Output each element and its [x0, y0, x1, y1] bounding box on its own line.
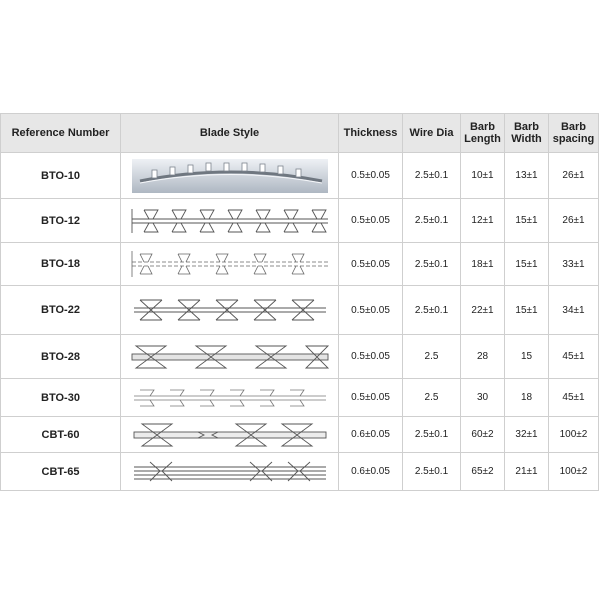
blade-bto-22-icon	[132, 295, 328, 325]
barb-width-cell: 15±1	[505, 199, 549, 243]
header-thickness: Thickness	[339, 114, 403, 153]
barb-length-cell: 18±1	[461, 243, 505, 286]
barb-width-cell: 13±1	[505, 153, 549, 199]
barb-spacing-cell: 100±2	[549, 453, 599, 491]
blade-style-cell	[121, 417, 339, 453]
thickness-cell: 0.6±0.05	[339, 453, 403, 491]
header-barb-width-line1: Barb	[513, 121, 540, 133]
barb-length-cell: 28	[461, 335, 505, 379]
header-blade-style: Blade Style	[121, 114, 339, 153]
barb-length-cell: 30	[461, 379, 505, 417]
table-row	[1, 379, 599, 417]
reference-cell: BTO-30	[1, 379, 121, 417]
table-row	[1, 153, 599, 199]
blade-bto-10-icon	[132, 159, 328, 193]
thickness-cell: 0.5±0.05	[339, 286, 403, 335]
table-row	[1, 243, 599, 286]
blade-bto-28-icon	[130, 341, 330, 373]
wire-dia-cell: 2.5±0.1	[403, 199, 461, 243]
table-row	[1, 453, 599, 491]
blade-style-cell	[121, 199, 339, 243]
reference-cell: CBT-60	[1, 417, 121, 453]
header-row	[1, 114, 599, 153]
barb-length-cell: 60±2	[461, 417, 505, 453]
barb-spacing-cell: 45±1	[549, 379, 599, 417]
thickness-cell: 0.5±0.05	[339, 153, 403, 199]
blade-bto-12-icon	[130, 204, 330, 238]
thickness-cell: 0.5±0.05	[339, 379, 403, 417]
thickness-cell: 0.5±0.05	[339, 335, 403, 379]
spec-table	[0, 113, 599, 491]
header-reference-number: Reference Number	[1, 114, 121, 153]
blade-style-cell	[121, 379, 339, 417]
thickness-cell: 0.6±0.05	[339, 417, 403, 453]
header-barb-spacing	[549, 114, 599, 153]
blade-cbt-60-icon	[132, 421, 328, 449]
wire-dia-cell: 2.5±0.1	[403, 417, 461, 453]
table-row	[1, 335, 599, 379]
barb-width-cell: 18	[505, 379, 549, 417]
wire-dia-cell: 2.5	[403, 379, 461, 417]
barb-spacing-cell: 100±2	[549, 417, 599, 453]
header-barb-width	[505, 114, 549, 153]
blade-style-cell	[121, 286, 339, 335]
barb-spacing-cell: 34±1	[549, 286, 599, 335]
blade-bto-18-icon	[130, 247, 330, 281]
thickness-cell: 0.5±0.05	[339, 243, 403, 286]
header-barb-width-line2: Width	[511, 133, 542, 145]
reference-cell: BTO-12	[1, 199, 121, 243]
blade-style-cell	[121, 153, 339, 199]
barb-spacing-cell: 26±1	[549, 153, 599, 199]
barb-width-cell: 15±1	[505, 286, 549, 335]
blade-cbt-65-icon	[132, 458, 328, 486]
reference-cell: CBT-65	[1, 453, 121, 491]
barb-length-cell: 22±1	[461, 286, 505, 335]
wire-dia-cell: 2.5±0.1	[403, 286, 461, 335]
wire-dia-cell: 2.5±0.1	[403, 153, 461, 199]
header-barb-spacing-line2: spacing	[552, 133, 595, 145]
barb-length-cell: 12±1	[461, 199, 505, 243]
thickness-cell: 0.5±0.05	[339, 199, 403, 243]
header-wire-dia: Wire Dia	[403, 114, 461, 153]
wire-dia-cell: 2.5±0.1	[403, 243, 461, 286]
reference-cell: BTO-18	[1, 243, 121, 286]
blade-style-cell	[121, 335, 339, 379]
header-barb-length	[461, 114, 505, 153]
barb-length-cell: 65±2	[461, 453, 505, 491]
reference-cell: BTO-22	[1, 286, 121, 335]
blade-style-cell	[121, 453, 339, 491]
barb-width-cell: 15	[505, 335, 549, 379]
barb-width-cell: 21±1	[505, 453, 549, 491]
wire-dia-cell: 2.5±0.1	[403, 453, 461, 491]
blade-bto-30-icon	[132, 384, 328, 412]
table-row	[1, 199, 599, 243]
barb-spacing-cell: 45±1	[549, 335, 599, 379]
header-barb-length-line1: Barb	[469, 121, 496, 133]
barb-width-cell: 32±1	[505, 417, 549, 453]
wire-dia-cell: 2.5	[403, 335, 461, 379]
barb-spacing-cell: 33±1	[549, 243, 599, 286]
header-barb-length-line2: Length	[464, 133, 501, 145]
barb-length-cell: 10±1	[461, 153, 505, 199]
blade-style-cell	[121, 243, 339, 286]
reference-cell: BTO-28	[1, 335, 121, 379]
header-barb-spacing-line1: Barb	[560, 121, 587, 133]
table-row	[1, 417, 599, 453]
barb-spacing-cell: 26±1	[549, 199, 599, 243]
table-row	[1, 286, 599, 335]
barb-width-cell: 15±1	[505, 243, 549, 286]
reference-cell: BTO-10	[1, 153, 121, 199]
